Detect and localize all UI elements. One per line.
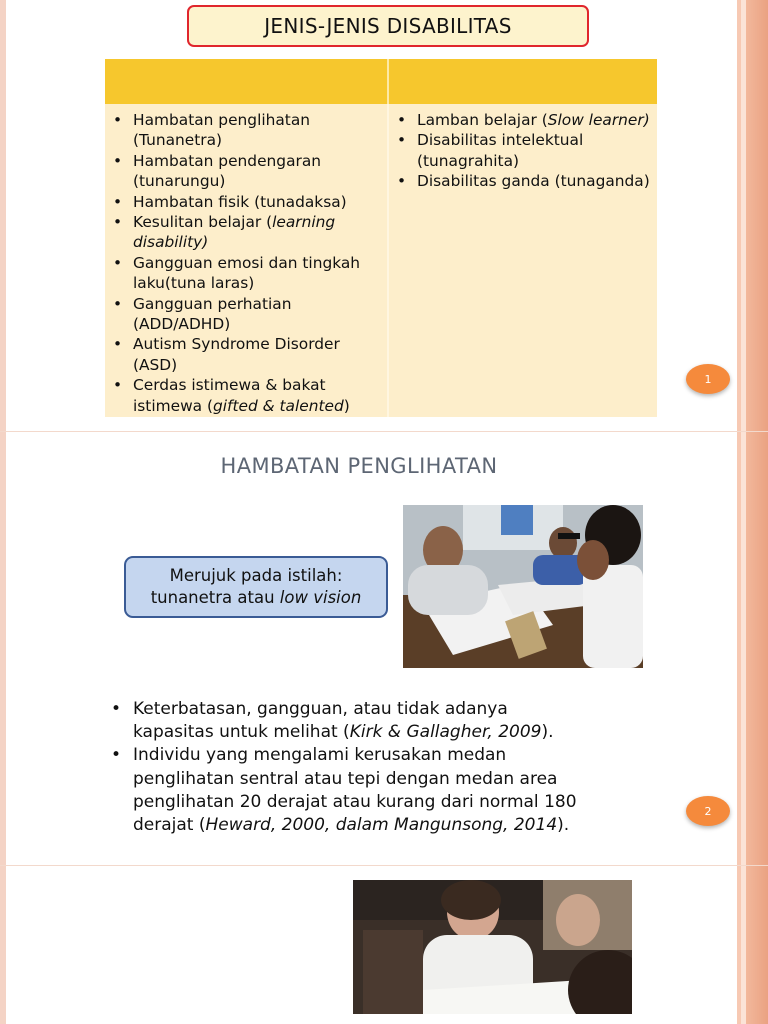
- list-item: • Lamban belajar (Slow learner): [393, 110, 653, 130]
- disability-types-table: [105, 59, 657, 417]
- photo-student-reading-braille: [353, 880, 632, 1014]
- left-edge-decoration: [0, 0, 6, 432]
- list-item: • Keterbatasan, gangguan, atau tidak adanya kapasitas untuk melihat (Kirk & Gallagher, 2009).: [110, 698, 590, 744]
- slide-title: JENIS-JENIS DISABILITAS: [264, 14, 512, 38]
- definition-callout: [124, 556, 388, 618]
- section-heading: HAMBATAN PENGLIHATAN: [220, 454, 498, 478]
- slide-2: [0, 432, 768, 866]
- page-number: 1: [704, 372, 712, 386]
- table-cell-column-2: [387, 104, 657, 417]
- slide-1: [0, 0, 768, 432]
- list-item: • Cerdas istimewa & bakat istimewa (gifted & talented): [109, 375, 383, 416]
- list-item: • Hambatan fisik (tunadaksa): [109, 192, 383, 212]
- list-item: • Individu yang mengalami kerusakan medan penglihatan sentral atau tepi dengan medan area penglihatan 20 derajat atau kurang dari normal 180 derajat (Heward, 2000, dalam Mangunsong, 2014).: [110, 744, 590, 837]
- page-number-badge: [686, 796, 730, 826]
- list-item: • Kesulitan belajar (learning disability): [109, 212, 383, 253]
- slide-3: [0, 866, 768, 1024]
- right-band-decoration: [746, 0, 768, 432]
- page-number: 2: [704, 804, 712, 818]
- table-cell-column-1: [105, 104, 387, 417]
- callout-line: tunanetra atau low vision: [150, 588, 362, 607]
- callout-line: Merujuk pada istilah:: [169, 566, 343, 585]
- photo-students-reading-braille: [403, 505, 643, 668]
- slide-title-box: [187, 5, 589, 47]
- list-item: • Autism Syndrome Disorder (ASD): [109, 334, 383, 375]
- list-item: • Disabilitas ganda (tunaganda): [393, 171, 653, 191]
- list-item: • Hambatan penglihatan (Tunanetra): [109, 110, 383, 151]
- definition-bullet-list: [110, 698, 590, 866]
- list-item: • Gangguan perhatian (ADD/ADHD): [109, 294, 383, 335]
- list-item: • Gangguan emosi dan tingkah laku(tuna laras): [109, 253, 383, 294]
- table-header-cell: [387, 59, 657, 104]
- left-edge-decoration: [0, 432, 6, 866]
- list-item: • Disabilitas intelektual (tunagrahita): [393, 130, 653, 171]
- page-number-badge: [686, 364, 730, 394]
- right-band-decoration: [746, 432, 768, 866]
- list-item: • Hambatan pendengaran (tunarungu): [109, 151, 383, 192]
- table-header-cell: [105, 59, 387, 104]
- left-edge-decoration: [0, 866, 6, 1024]
- right-band-decoration: [746, 866, 768, 1024]
